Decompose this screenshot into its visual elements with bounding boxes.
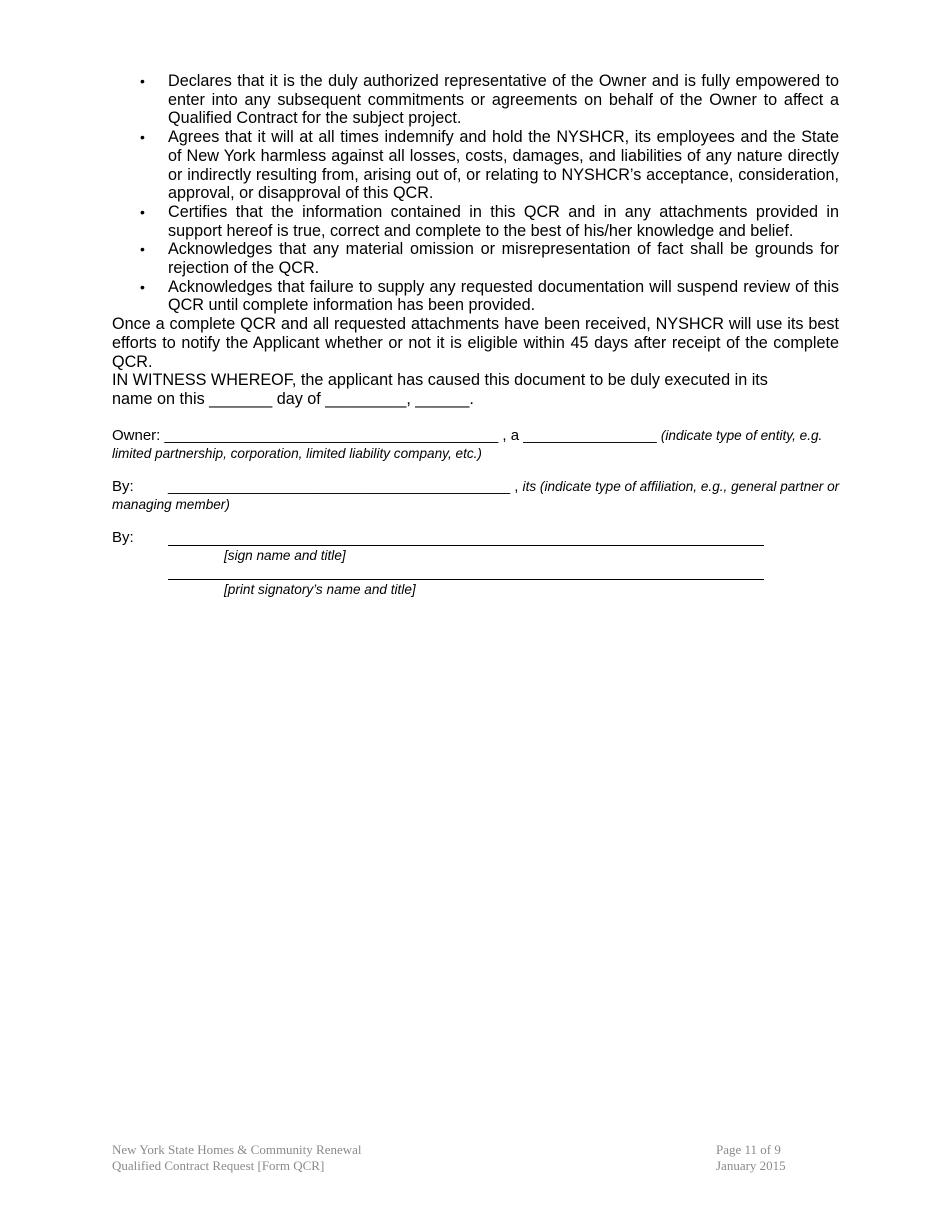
- by-label: By:: [112, 528, 134, 546]
- footer-form: Qualified Contract Request [Form QCR]: [112, 1158, 325, 1173]
- footer-left: [112, 1142, 362, 1174]
- certification-list: [112, 72, 839, 315]
- list-item: [112, 128, 839, 203]
- footer-date: January 2015: [716, 1158, 786, 1173]
- by-label: By:: [112, 477, 134, 495]
- affiliation-row: [112, 478, 839, 513]
- print-name-line[interactable]: [168, 579, 764, 580]
- footer-right: [716, 1142, 786, 1174]
- list-item-text: Acknowledges that failure to supply any requested documentation will suspend review of this QCR until complete information has been provided.: [168, 277, 839, 315]
- bullet-icon: •: [140, 73, 145, 89]
- print-caption: [print signatory’s name and title]: [224, 581, 416, 597]
- owner-entity-hint-cont: limited partnership, corporation, limited liability company, etc.): [112, 445, 482, 461]
- document-page: [112, 72, 839, 605]
- footer-org: New York State Homes & Community Renewal: [112, 1142, 362, 1157]
- footer-page-number: Page 11 of 9: [716, 1142, 781, 1157]
- list-item: [112, 72, 839, 128]
- list-item-text: Declares that it is the duly authorized representative of the Owner and is fully empowered to enter into any subsequent commitments or agreements on behalf of the Owner to affect a Qualified Contract for the subject project.: [168, 72, 839, 128]
- bullet-icon: •: [140, 129, 145, 146]
- witness-line-1: IN WITNESS WHEREOF, the applicant has caused this document to be duly executed in its: [112, 371, 768, 390]
- notice-paragraph: Once a complete QCR and all requested attachments have been received, NYSHCR will use its best efforts to notify the Applicant whether or not it is eligible within 45 days after receipt of the complete QCR.: [112, 315, 839, 371]
- signatory-row: [112, 529, 839, 605]
- bullet-icon: •: [140, 203, 145, 220]
- owner-row: [112, 427, 839, 462]
- witness-line-2: name on this _______ day of _________, ______.: [112, 389, 474, 408]
- bullet-icon: •: [140, 278, 145, 295]
- signature-block: [112, 427, 839, 605]
- signature-line[interactable]: [168, 545, 764, 546]
- affiliation-hint-cont: managing member): [112, 496, 230, 512]
- owner-field[interactable]: Owner: ________________________________________ , a ________________: [112, 426, 657, 444]
- list-item-text: Certifies that the information contained in this QCR and in any attachments provided in support hereof is true, correct and complete to the best of his/her knowledge and belief.: [168, 202, 839, 240]
- bullet-icon: •: [140, 241, 145, 258]
- affiliation-field[interactable]: _________________________________________ ,: [168, 477, 519, 495]
- list-item: [112, 278, 839, 315]
- sign-caption: [sign name and title]: [224, 547, 346, 563]
- list-item-text: Acknowledges that any material omission or misrepresentation of fact shall be grounds for rejection of the QCR.: [168, 240, 839, 278]
- witness-paragraph: [112, 371, 839, 408]
- list-item: [112, 240, 839, 277]
- owner-entity-hint: (indicate type of entity, e.g.: [660, 427, 823, 443]
- list-item-text: Agrees that it will at all times indemnify and hold the NYSHCR, its employees and the State of New York harmless against all losses, costs, damages, and liabilities of any nature directly or indirectly resulting from, arising out of, or relating to NYSHCR’s acceptance, consideration, approval, or disapproval of this QCR.: [168, 128, 839, 203]
- list-item: [112, 203, 839, 240]
- affiliation-hint: its (indicate type of affiliation, e.g., general partner or: [522, 478, 840, 494]
